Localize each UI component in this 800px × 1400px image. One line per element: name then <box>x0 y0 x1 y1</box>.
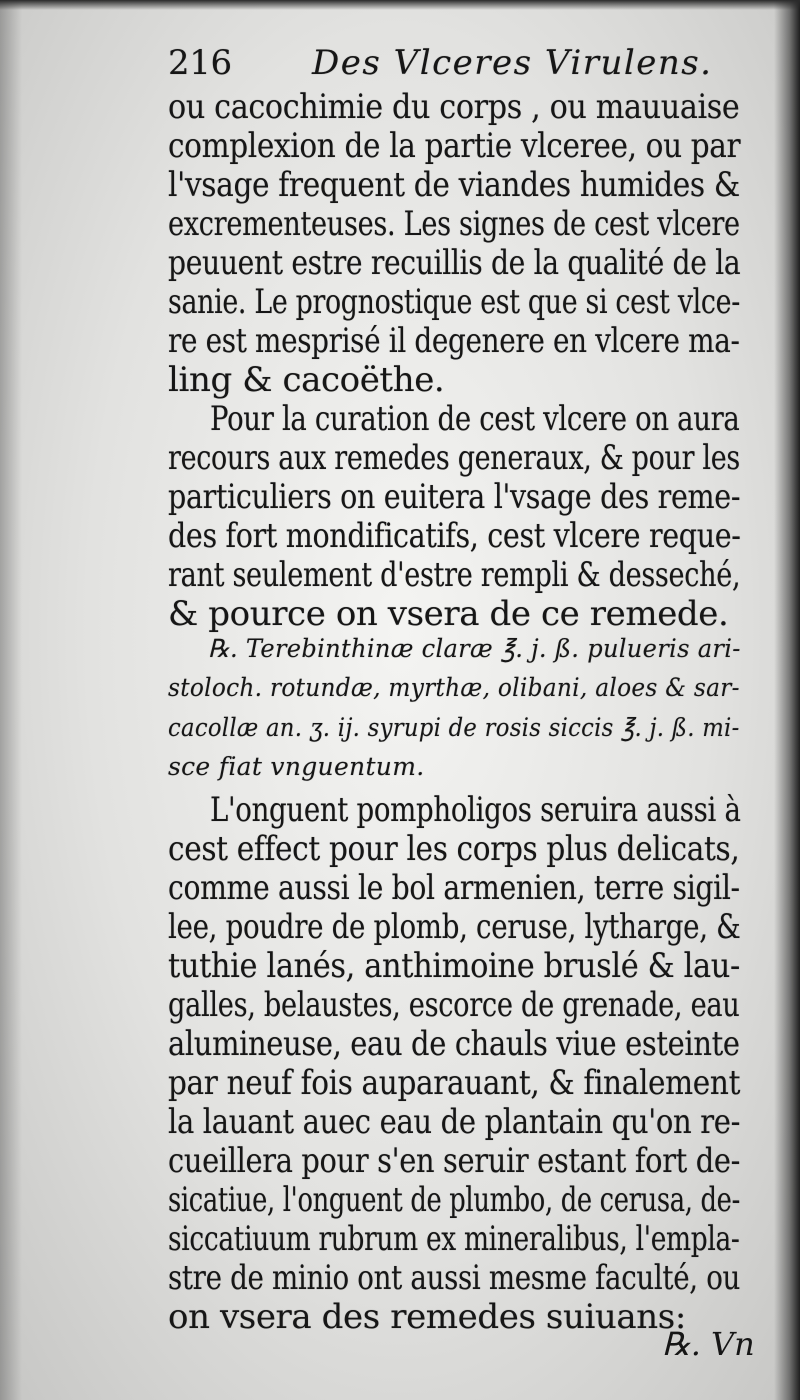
text-line: des fort mondificatifs, cest vlcere reque- <box>168 516 741 556</box>
paragraph-start-line: Pour la curation de cest vlcere on aura <box>210 399 740 439</box>
text-line: sicatiue, l'onguent de plumbo, de cerusa, de- <box>168 1180 740 1220</box>
text-line: tuthie lanés, anthimoine bruslé & lau- <box>168 946 740 986</box>
text-line: ou cacochimie du corps , ou mauuaise <box>168 87 740 127</box>
text-line: cueillera pour s'en seruir estant fort de- <box>168 1141 741 1181</box>
recipe-line: cacollæ an. ʒ. ij. syrupi de rosis siccis ℥. j. ß. mi- <box>168 713 740 742</box>
text-line: recours aux remedes generaux, & pour les <box>168 438 740 478</box>
recipe-line: ℞. Terebinthinæ claræ ℥. j. ß. pulueris ari- <box>208 634 741 663</box>
page-shadow-left <box>0 0 22 1400</box>
paragraph-start-line: L'onguent pompholigos seruira aussi à <box>210 790 741 830</box>
text-line: sanie. Le prognostique est que si cest vlce- <box>168 282 740 322</box>
page-shadow-right <box>774 0 800 1400</box>
recipe-line: stoloch. rotundæ, myrthæ, olibani, aloes & sar- <box>168 673 740 702</box>
text-line: re est mesprisé il degenere en vlcere ma- <box>168 321 740 361</box>
page-shadow-top <box>0 0 800 10</box>
text-line: galles, belaustes, escorce de grenade, eau <box>168 985 740 1025</box>
text-line: on vsera des remedes suiuans: <box>168 1297 686 1337</box>
text-line: peuuent estre recuillis de la qualité de la <box>168 243 741 283</box>
text-line: par neuf fois auparauant, & finalement <box>168 1063 741 1103</box>
text-line: stre de minio ont aussi mesme faculté, ou <box>168 1258 741 1298</box>
text-line: rant seulement d'estre rempli & desseché, <box>168 555 741 595</box>
text-line: la lauant auec eau de plantain qu'on re- <box>168 1102 741 1142</box>
text-line: & pource on vsera de ce remede. <box>168 594 729 634</box>
text-line: comme aussi le bol armenien, terre sigil- <box>168 868 740 908</box>
text-line: alumineuse, eau de chauls viue esteinte <box>168 1024 740 1064</box>
recipe-line: sce fiat vnguentum. <box>168 752 425 781</box>
text-line: complexion de la partie vlceree, ou par <box>168 126 741 166</box>
text-line: lee, poudre de plomb, ceruse, lytharge, & <box>168 907 741 947</box>
page-number: 216 <box>168 43 232 83</box>
text-line: cest effect pour les corps plus delicats, <box>168 829 740 869</box>
running-title: Des Vlceres Virulens. <box>312 43 713 83</box>
text-line: siccatiuum rubrum ex mineralibus, l'empla- <box>168 1219 740 1259</box>
text-line: excrementeuses. Les signes de cest vlcere <box>168 204 740 244</box>
text-line: particuliers on euitera l'vsage des reme- <box>168 477 741 517</box>
text-line: ling & cacoëthe. <box>168 360 445 400</box>
catchword: ℞. Vn <box>662 1325 755 1363</box>
text-line: l'vsage frequent de viandes humides & <box>168 165 740 205</box>
